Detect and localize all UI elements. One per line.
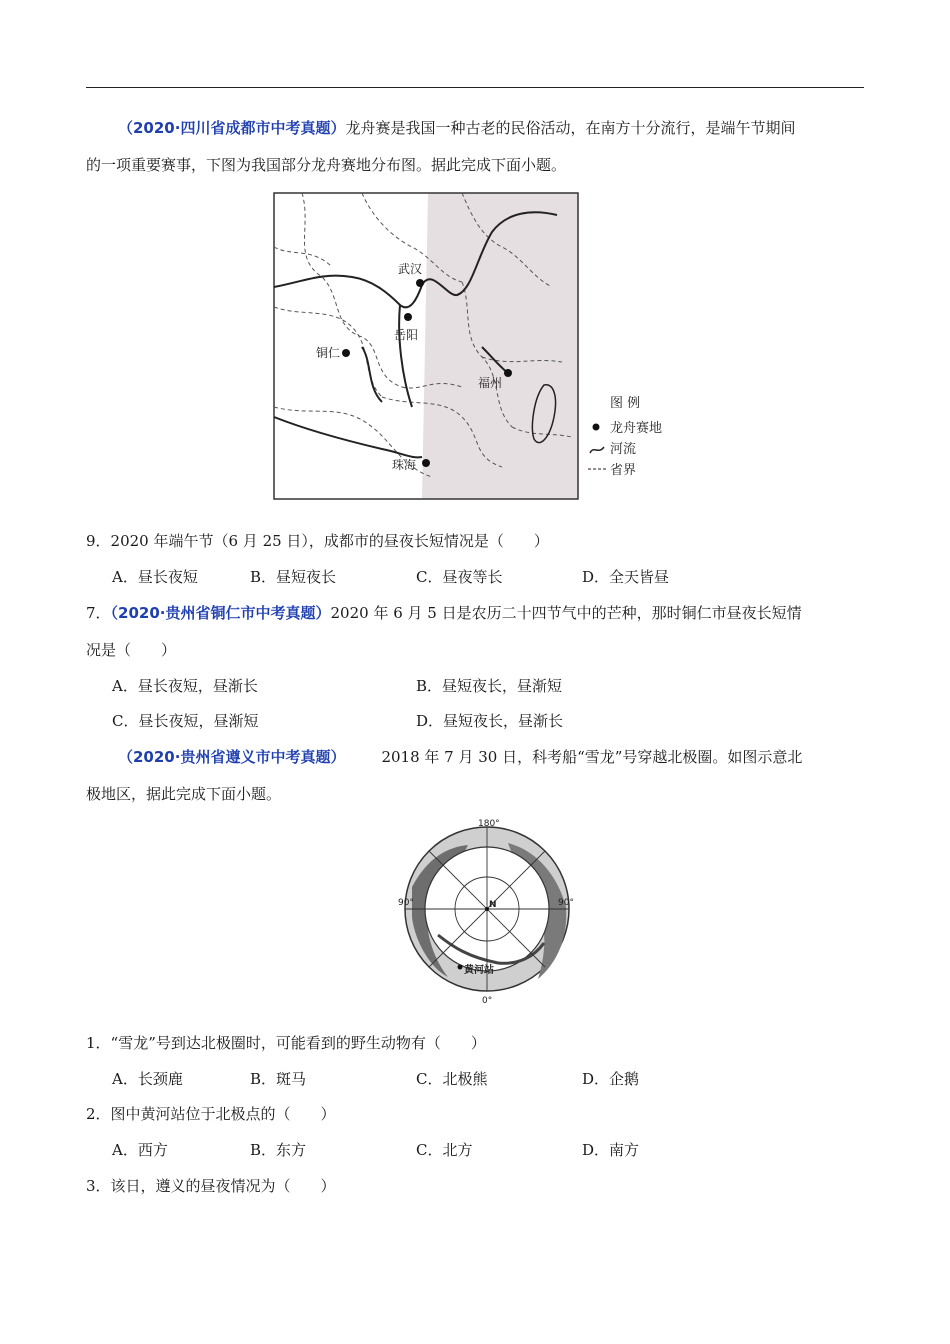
city-label-zhuhai: 珠海: [392, 458, 417, 472]
group1-source: （2020·四川省成都市中考真题）: [118, 119, 346, 137]
q2-option-c[interactable]: C．北方: [416, 1141, 473, 1159]
q1-stem: 1．“雪龙”号到达北极圈时，可能看到的野生动物有（ ）: [86, 1034, 486, 1052]
arctic-map: [398, 817, 576, 1005]
legend-item-site: 龙舟赛地: [610, 421, 663, 436]
q2-option-b[interactable]: B．东方: [250, 1141, 307, 1159]
q3-stem: 3．该日，遵义的昼夜情况为（ ）: [86, 1177, 336, 1195]
q1-option-a[interactable]: A．长颈鹿: [112, 1070, 183, 1088]
q7-option-c[interactable]: C．昼长夜短，昼渐短: [112, 712, 259, 730]
q7-option-b[interactable]: B．昼短夜长，昼渐短: [416, 677, 563, 695]
q9-option-c[interactable]: C．昼夜等长: [416, 568, 503, 586]
group2-source: （2020·贵州省遵义市中考真题）: [118, 748, 346, 766]
legend-item-border: 省界: [610, 463, 637, 478]
legend-item-river: 河流: [610, 442, 637, 457]
q7-stem-line1: 7．（2020·贵州省铜仁市中考真题）2020 年 6 月 5 日是农历二十四节气中的芒种，那时铜仁市昼夜长短情: [86, 604, 802, 622]
q7-option-a[interactable]: A．昼长夜短，昼渐长: [112, 677, 258, 695]
header-rule: [86, 87, 864, 88]
group1-intro-line1: （2020·四川省成都市中考真题）龙舟赛是我国一种古老的民俗活动，在南方十分流行，是端午节期间: [118, 119, 796, 137]
label-90-left: 90°: [398, 898, 414, 908]
q1-option-b[interactable]: B．斑马: [250, 1070, 307, 1088]
label-0: 0°: [482, 996, 493, 1005]
city-label-tongren: 铜仁: [316, 346, 341, 360]
q9-stem: 9．2020 年端午节（6 月 25 日），成都市的昼夜长短情况是（ ）: [86, 532, 549, 550]
legend-title: 图 例: [610, 396, 641, 411]
city-dot-tongren: [342, 349, 350, 357]
city-dot-fuzhou: [504, 369, 512, 377]
dragon-boat-map: [272, 187, 676, 505]
city-dot-yueyang: [404, 313, 412, 321]
city-label-wuhan: 武汉: [398, 262, 423, 276]
group2-intro-line1: （2020·贵州省遵义市中考真题） 2018 年 7 月 30 日，科考船“雪龙”号穿越北极圈。如图示意北: [118, 748, 803, 766]
q1-option-c[interactable]: C．北极熊: [416, 1070, 488, 1088]
q9-option-b[interactable]: B．昼短夜长: [250, 568, 337, 586]
q9-option-d[interactable]: D．全天皆昼: [582, 568, 670, 586]
city-label-yueyang: 岳阳: [394, 328, 419, 342]
q7-source: （2020·贵州省铜仁市中考真题）: [110, 604, 331, 622]
q2-option-d[interactable]: D．南方: [582, 1141, 640, 1159]
label-180: 180°: [478, 819, 500, 829]
legend-dot-icon: [593, 424, 600, 431]
label-north-pole: N: [489, 900, 497, 910]
q2-option-a[interactable]: A．西方: [112, 1141, 168, 1159]
north-pole-dot: [485, 907, 489, 911]
q7-stem-line2: 况是（ ）: [86, 641, 177, 659]
label-station: 黄河站: [464, 965, 494, 976]
city-dot-wuhan: [416, 279, 424, 287]
q7-option-d[interactable]: D．昼短夜长，昼渐长: [416, 712, 564, 730]
station-dot: [458, 965, 463, 970]
map-shaded-region: [422, 193, 578, 499]
q1-option-d[interactable]: D．企鹅: [582, 1070, 640, 1088]
group1-intro-line2: 的一项重要赛事，下图为我国部分龙舟赛地分布图。据此完成下面小题。: [86, 156, 567, 174]
group2-intro-line2: 极地区，据此完成下面小题。: [86, 785, 282, 803]
q2-stem: 2．图中黄河站位于北极点的（ ）: [86, 1105, 336, 1123]
city-label-fuzhou: 福州: [478, 376, 503, 390]
q9-option-a[interactable]: A．昼长夜短: [112, 568, 198, 586]
label-90-right: 90°: [558, 898, 574, 908]
city-dot-zhuhai: [422, 459, 430, 467]
